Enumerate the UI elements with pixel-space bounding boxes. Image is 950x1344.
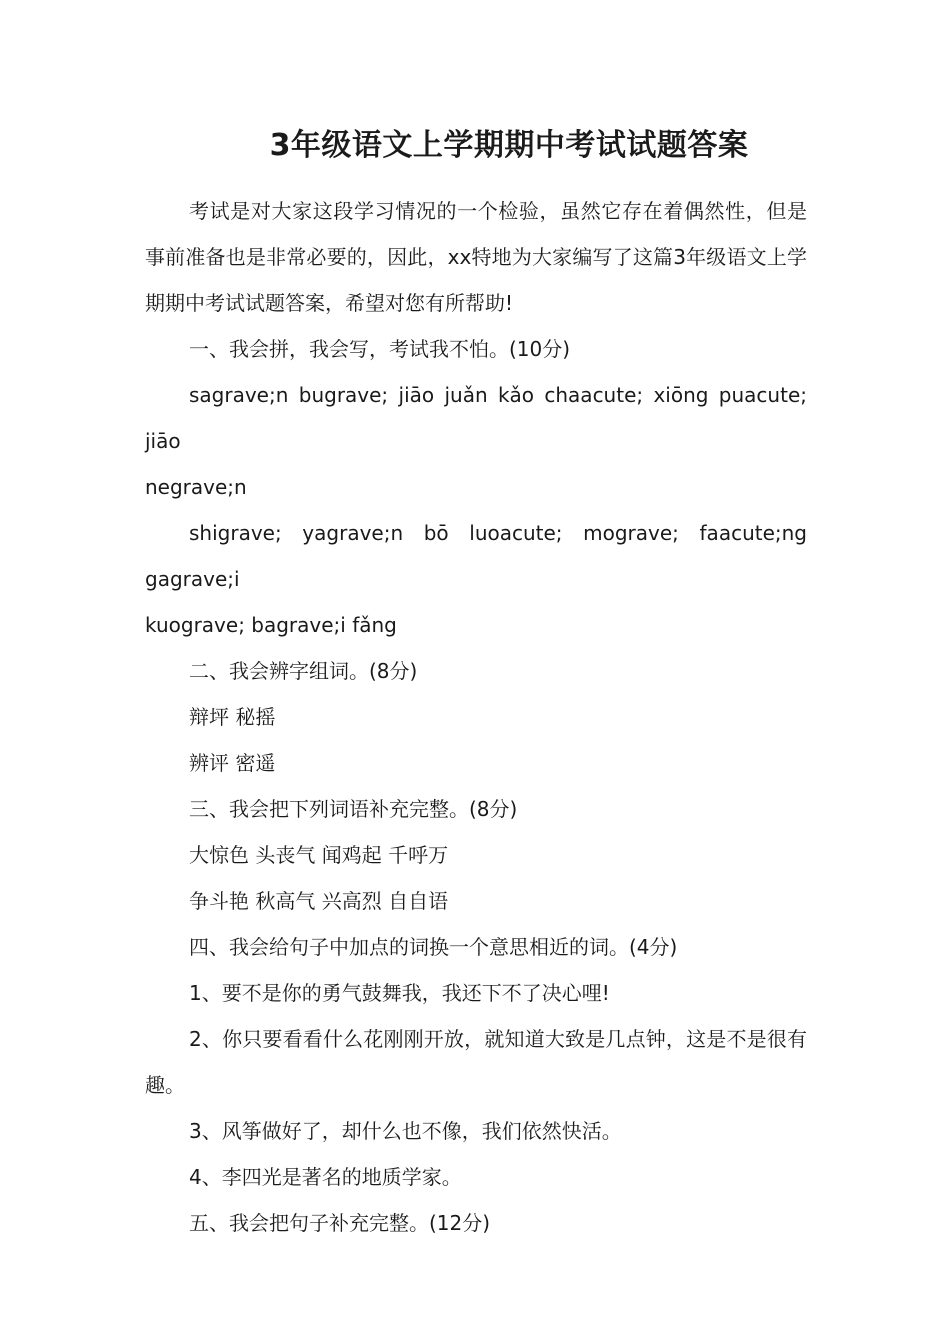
section-2-heading: 二、我会辨字组词。(8分) — [189, 659, 418, 683]
section-1-heading: 一、我会拼，我会写，考试我不怕。(10分) — [189, 337, 571, 361]
intro-paragraph: 考试是对大家这段学习情况的一个检验，虽然它存在着偶然性，但是事前准备也是非常必要的，因此，xx特地为大家编写了这篇3年级语文上学期期中考试试题答案，希望对您有所帮助! — [145, 199, 807, 315]
pinyin-line-2a: shigrave; yagrave;n bō luoacute; mograve; faacute;ng gagrave;i — [145, 521, 807, 591]
pinyin-line-1a: sagrave;n bugrave; jiāo juǎn kǎo chaacute; xiōng puacute; jiāo — [145, 383, 807, 453]
pinyin-line-1b: negrave;n — [145, 475, 247, 499]
section-2-line-1: 辩坪 秘摇 — [189, 705, 276, 729]
section-3-line-1: 大惊色 头丧气 闻鸡起 千呼万 — [189, 843, 449, 867]
document-title: 3年级语文上学期期中考试试题答案 — [269, 128, 749, 163]
section-4-item-1: 1、要不是你的勇气鼓舞我，我还下不了决心哩! — [189, 981, 610, 1005]
section-3-line-2: 争斗艳 秋高气 兴高烈 自自语 — [189, 889, 449, 913]
document-body — [145, 188, 807, 1246]
section-3-heading: 三、我会把下列词语补充完整。(8分) — [189, 797, 518, 821]
section-2-line-2: 辨评 密遥 — [189, 751, 276, 775]
pinyin-line-2b: kuograve; bagrave;i fǎng — [145, 613, 397, 637]
section-4-heading: 四、我会给句子中加点的词换一个意思相近的词。(4分) — [189, 935, 678, 959]
section-4-item-2: 2、你只要看看什么花刚刚开放，就知道大致是几点钟，这是不是很有趣。 — [145, 1027, 807, 1097]
section-5-heading: 五、我会把句子补充完整。(12分) — [189, 1211, 491, 1235]
section-4-item-4: 4、李四光是著名的地质学家。 — [189, 1165, 462, 1189]
section-4-item-3: 3、风筝做好了，却什么也不像，我们依然快活。 — [189, 1119, 622, 1143]
